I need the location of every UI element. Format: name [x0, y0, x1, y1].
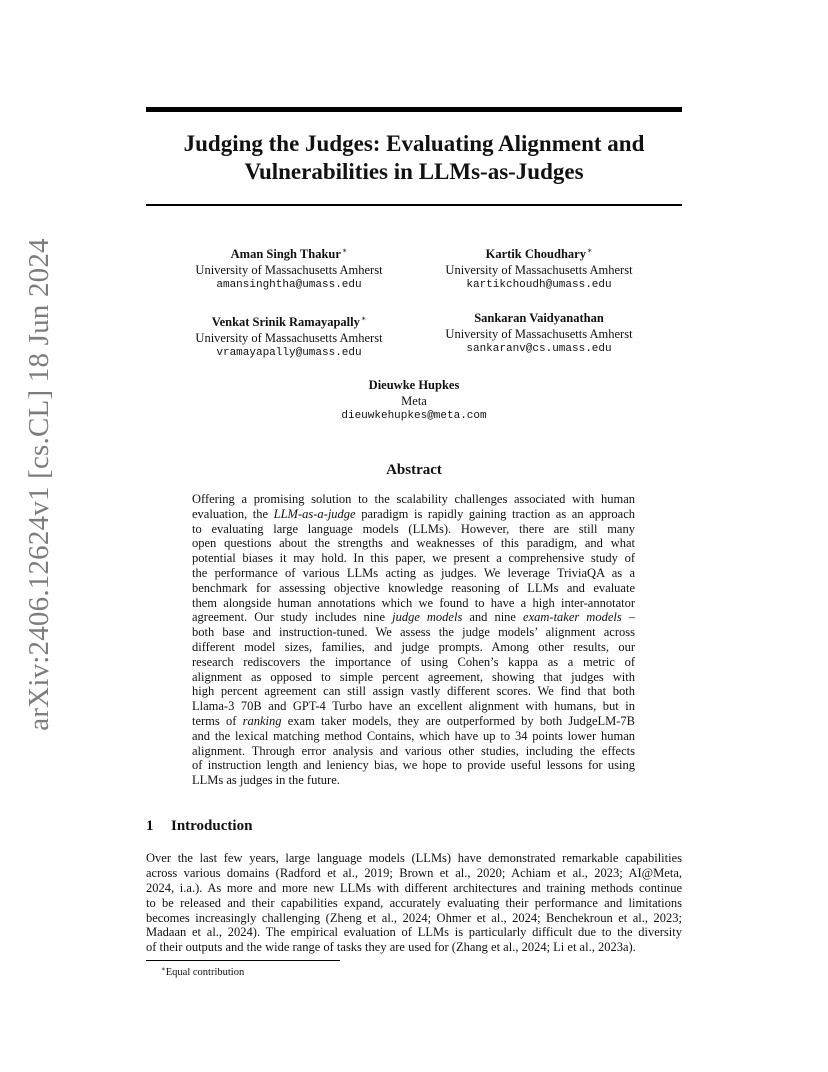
author-email: amansinghtha@umass.edu [216, 279, 362, 291]
abstract-line: both base and instruction-tuned. We assess the judge models’ alignment across [192, 625, 635, 640]
abstract-line: them alongside human annotations which we found to have a high inter-annotator [192, 595, 635, 610]
abstract-body [192, 492, 635, 788]
footnote-rule [146, 960, 340, 961]
introduction-line: Over the last few years, large language models (LLMs) have demonstrated remarkable capabilities [146, 851, 682, 865]
section-heading [146, 817, 252, 835]
italic-term: judge models [392, 610, 463, 625]
introduction-body [146, 851, 682, 955]
author-name: Kartik Choudhary∗ [485, 246, 593, 261]
author-name: Venkat Srinik Ramayapally∗ [211, 314, 367, 329]
abstract-line: LLMs as judges in the future. [192, 773, 340, 788]
footnote [161, 963, 244, 979]
author-affiliation: University of Massachusetts Amherst [195, 330, 383, 345]
abstract-line: Offering a promising solution to the scalability challenges associated with human [192, 492, 635, 506]
abstract-line: to evaluating large language models (LLMs). However, there are still many [192, 521, 635, 536]
author-email: kartikchoudh@umass.edu [466, 279, 612, 291]
footnote-text: Equal contribution [165, 967, 245, 978]
section-title: Introduction [171, 818, 253, 834]
author-email: vramayapally@umass.edu [216, 347, 362, 359]
paper-title-line-1: Judging the Judges: Evaluating Alignment and [183, 131, 645, 156]
italic-term: ranking [242, 713, 282, 728]
introduction-line: Madaan et al., 2024). The empirical evaluation of LLMs is particularly difficult due to the diversity [146, 925, 682, 940]
title-rule-bottom [146, 204, 682, 206]
author-block [389, 243, 689, 294]
paper-title-line-2: Vulnerabilities in LLMs-as-Judges [244, 159, 584, 184]
abstract-line: alignment. Through error analysis and various other studies, including the effects [192, 743, 635, 758]
author-affiliation: University of Massachusetts Amherst [445, 326, 633, 341]
equal-contribution-mark: ∗ [360, 314, 367, 323]
paper-title [146, 130, 682, 186]
author-affiliation: University of Massachusetts Amherst [445, 262, 633, 277]
author-block [264, 378, 564, 425]
italic-term: LLM-as-a-judge [273, 506, 356, 521]
author-email: sankaranv@cs.umass.edu [466, 343, 612, 355]
author-name: Aman Singh Thakur∗ [230, 246, 348, 261]
abstract-line: open questions about the strengths and weaknesses of this paradigm, and what [192, 536, 635, 551]
introduction-line: of their outputs and the wide range of tasks they are used for (Zhang et al., 2024; Li et al., 2023a). [146, 940, 636, 955]
abstract-heading: Abstract [386, 462, 442, 478]
abstract-line: benchmark for assessing objective knowledge reasoning of LLMs and evaluate [192, 580, 635, 595]
abstract-line: terms of ranking exam taker models, they are outperformed by both JudgeLM-7B [192, 713, 636, 728]
italic-term: exam-taker models [523, 610, 622, 625]
abstract-line: research rediscovers the importance of using Cohen’s kappa as a metric of [192, 654, 635, 669]
abstract-line: alignment as opposed to simple percent agreement, showing that judges with [192, 669, 635, 684]
author-affiliation: University of Massachusetts Amherst [195, 262, 383, 277]
abstract-line: and the lexical matching method Contains, which have up to 34 points lower human [192, 728, 635, 743]
introduction-line: to be released and their capabilities expand, accurately evaluating their performance and limitations [146, 895, 682, 910]
abstract-line: high percent agreement can still assign vastly different scores. We find that both [192, 684, 635, 699]
abstract-line: Llama-3 70B and GPT-4 Turbo have an excellent alignment with humans, but in [192, 699, 635, 714]
introduction-line: becomes increasingly challenging (Zheng et al., 2024; Ohmer et al., 2024; Benchekroun et al., 2023; [146, 910, 682, 925]
title-rule-top [146, 107, 682, 112]
abstract-line: the performance of various LLMs acting as judges. We leverage TriviaQA as a [192, 565, 635, 580]
arxiv-identifier [9, 237, 69, 731]
abstract-line: agreement. Our study includes nine judge models and nine exam-taker models – [192, 610, 636, 625]
author-name: Sankaran Vaidyanathan [474, 311, 604, 325]
abstract-line: of instruction length and leniency bias, we hope to provide useful lessons for using [192, 758, 635, 773]
equal-contribution-mark: ∗ [586, 246, 593, 255]
abstract-line: different model sizes, families, and judge prompts. Among other results, our [192, 639, 635, 654]
introduction-line: across various domains (Radford et al., 2019; Brown et al., 2020; Achiam et al., 2023; AI@Meta, [146, 865, 682, 880]
arxiv-identifier-text: arXiv:2406.12624v1 [cs.CL] 18 Jun 2024 [22, 237, 55, 731]
author-affiliation: Meta [401, 393, 427, 408]
section-number: 1 [146, 818, 154, 834]
abstract-line: potential biases it may hold. In this paper, we present a comprehensive study of [192, 551, 635, 566]
abstract-line: evaluation, the LLM-as-a-judge paradigm is rapidly gaining traction as an approach [192, 506, 635, 521]
footnote-mark: ∗ [161, 965, 166, 973]
author-block [389, 311, 689, 358]
equal-contribution-mark: ∗ [341, 246, 348, 255]
author-name: Dieuwke Hupkes [368, 378, 460, 392]
introduction-line: 2024, i.a.). As more and more new LLMs with different architectures and training methods continue [146, 880, 682, 895]
author-email: dieuwkehupkes@meta.com [341, 410, 487, 422]
